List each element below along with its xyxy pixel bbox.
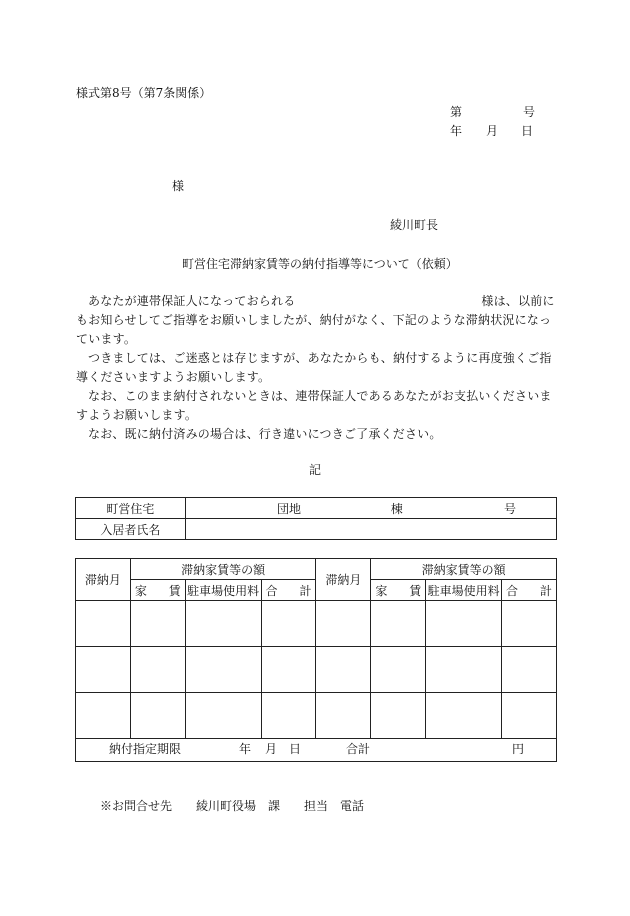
table-row: [76, 601, 557, 647]
date-month: 月: [486, 124, 499, 138]
amount-header: 滞納家賃等の額: [130, 559, 316, 580]
housing-table: [75, 497, 557, 540]
rent-header: 家 賃: [130, 580, 185, 601]
deadline-month: 月: [265, 742, 278, 756]
housing-label: 町営住宅: [76, 498, 186, 519]
ki-heading: 記: [309, 463, 322, 477]
table-row: [76, 647, 557, 693]
deadline-day: 日: [289, 742, 302, 756]
doc-number-prefix: 第: [450, 105, 463, 119]
doc-number-suffix: 号: [523, 105, 536, 119]
sum-label: 合計: [346, 742, 371, 756]
addressee-honorific: 様: [172, 179, 185, 193]
tenant-name-label: 入居者氏名: [76, 519, 186, 540]
amount-header: 滞納家賃等の額: [371, 559, 557, 580]
paragraph-3: なお、このまま納付されないときは、連帯保証人であるあなたがお支払いくださいますようお願いします。: [76, 389, 552, 422]
arrears-month-header: 滞納月: [76, 559, 131, 601]
parking-fee-header: 駐車場使用料: [185, 580, 261, 601]
contact-info: ※お問合せ先 綾川町役場 課 担当 電話: [100, 799, 365, 813]
paragraph-2: つきましては、ご迷惑とは存じますが、あなたからも、納付するように再度強くご指導くださいますようお願いします。: [76, 351, 552, 384]
deadline-label: 納付指定期限: [109, 742, 182, 756]
paragraph-1-rest: 様は、以前にもお知らせしてご指導をお願いしましたが、納付がなく、下記のような滞納状況になっています。: [76, 294, 555, 346]
document-title: 町営住宅滞納家賃等の納付指導等について（依頼）: [182, 257, 458, 271]
deadline-year: 年: [239, 742, 252, 756]
paragraph-1: [76, 292, 558, 349]
total-header: 合 計: [261, 580, 316, 601]
gou-label: 号: [413, 498, 557, 519]
sender-name: 綾川町長: [390, 218, 439, 232]
date-year: 年: [450, 124, 463, 138]
tou-label: 棟: [303, 498, 413, 519]
danchi-label: 団地: [185, 498, 303, 519]
table-row: [76, 693, 557, 739]
arrears-month-header: 滞納月: [316, 559, 371, 601]
yen-label: 円: [512, 742, 525, 756]
paragraph-1-start: あなたが連帯保証人になっておられる: [88, 294, 296, 308]
rent-header: 家 賃: [371, 580, 426, 601]
deadline-row: [76, 739, 557, 762]
date-day: 日: [521, 124, 534, 138]
tenant-name-value: [185, 519, 556, 540]
arrears-table: [75, 558, 557, 762]
paragraph-4: なお、既に納付済みの場合は、行き違いにつきご了承ください。: [88, 427, 442, 441]
total-header: 合 計: [502, 580, 557, 601]
body-text: [76, 292, 558, 444]
parking-fee-header: 駐車場使用料: [426, 580, 502, 601]
form-number: 様式第8号（第7条関係）: [76, 86, 212, 100]
